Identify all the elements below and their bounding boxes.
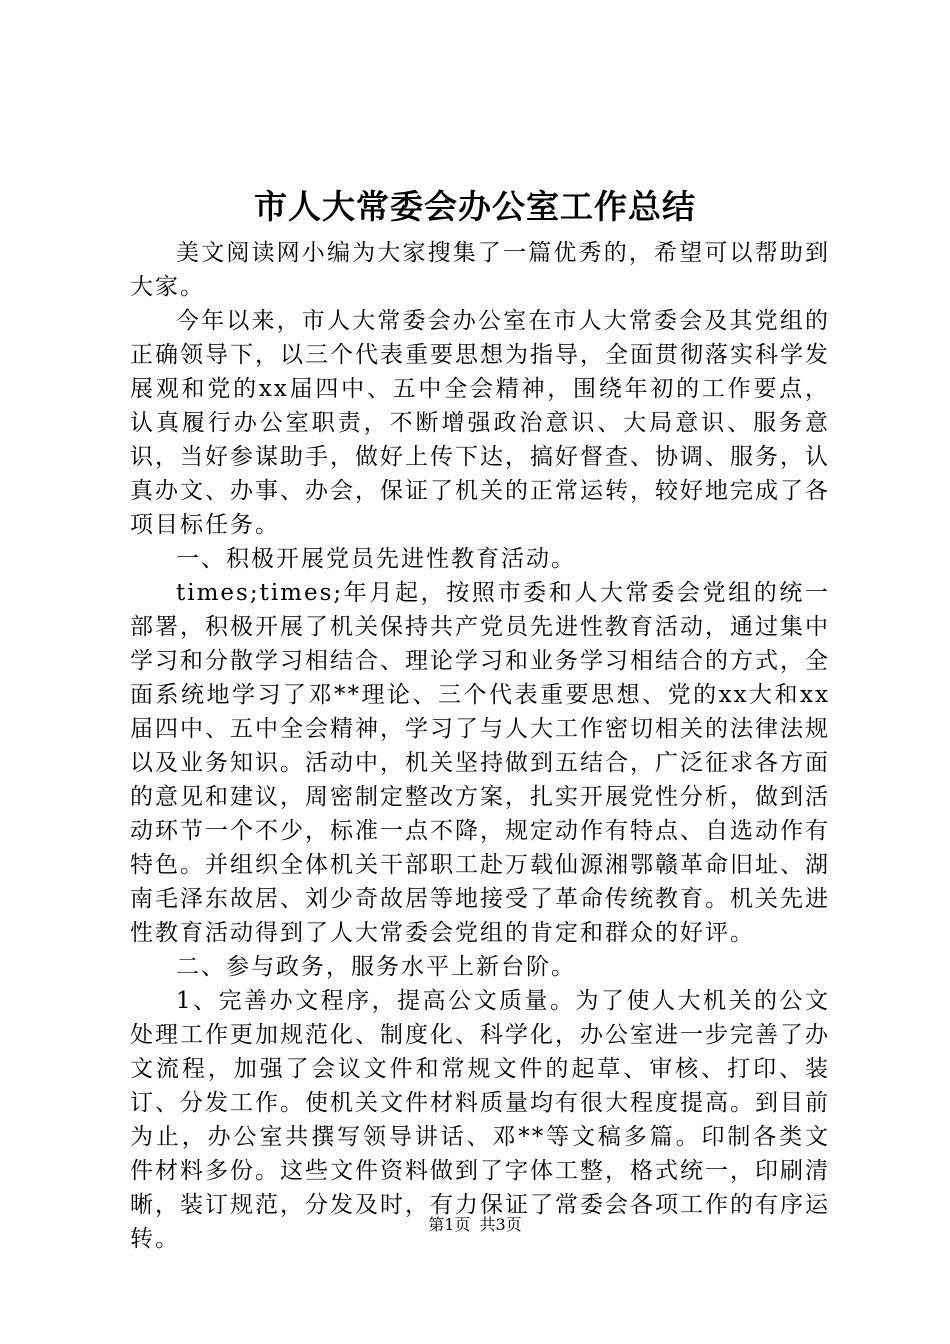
document-body xyxy=(130,236,830,1256)
paragraph-overview: 今年以来，市人大常委会办公室在市人大常委会及其党组的正确领导下，以三个代表重要思想为指导，全面贯彻落实科学发展观和党的xx届四中、五中全会精神，围绕年初的工作要点，认真履行办公室职责，不断增强政治意识、大局意识、服务意识，当好参谋助手，做好上传下达，搞好督查、协调、服务，认真办文、办事、办会，保证了机关的正常运转，较好地完成了各项目标任务。 xyxy=(130,308,830,538)
paragraph-document-processing: 1、完善办文程序，提高公文质量。为了使人大机关的公文处理工作更加规范化、制度化、科学化，办公室进一步完善了办文流程，加强了会议文件和常规文件的起草、审核、打印、装订、分发工作。使机关文件材料质量均有很大程度提高。到目前为止，办公室共撰写领导讲话、邓**等文稿多篇。印制各类文件材料多份。这些文件资料做到了字体工整，格式统一，印刷清晰，装订规范，分发及时，有力保证了常委会各项工作的有序运转。 xyxy=(130,988,830,1252)
section-heading-1: 一、积极开展党员先进性教育活动。 xyxy=(176,546,576,572)
page-total: 共3页 xyxy=(479,1215,522,1234)
paragraph-intro: 美文阅读网小编为大家搜集了一篇优秀的，希望可以帮助到大家。 xyxy=(130,240,830,300)
page-number: 第1页 xyxy=(428,1215,471,1234)
document-title: 市人大常委会办公室工作总结 xyxy=(254,187,696,226)
paragraph-education-activity: times;times;年月起，按照市委和人大常委会党组的统一部署，积极开展了机关保持共产党员先进性教育活动，通过集中学习和分散学习相结合、理论学习和业务学习相结合的方式，全面系统地学习了邓**理论、三个代表重要思想、党的xx大和xx届四中、五中全会精神，学习了与人大工作密切相关的法律法规以及业务知识。活动中，机关坚持做到五结合，广泛征求各方面的意见和建议，周密制定整改方案，扎实开展党性分析，做到活动环节一个不少，标准一点不降，规定动作有特点、自选动作有特色。并组织全体机关干部职工赴万载仙源湘鄂赣革命旧址、湖南毛泽东故居、刘少奇故居等地接受了革命传统教育。机关先进性教育活动得到了人大常委会党组的肯定和群众的好评。 xyxy=(130,580,830,946)
page-footer xyxy=(0,1214,950,1236)
section-heading-2: 二、参与政务，服务水平上新台阶。 xyxy=(176,954,576,980)
